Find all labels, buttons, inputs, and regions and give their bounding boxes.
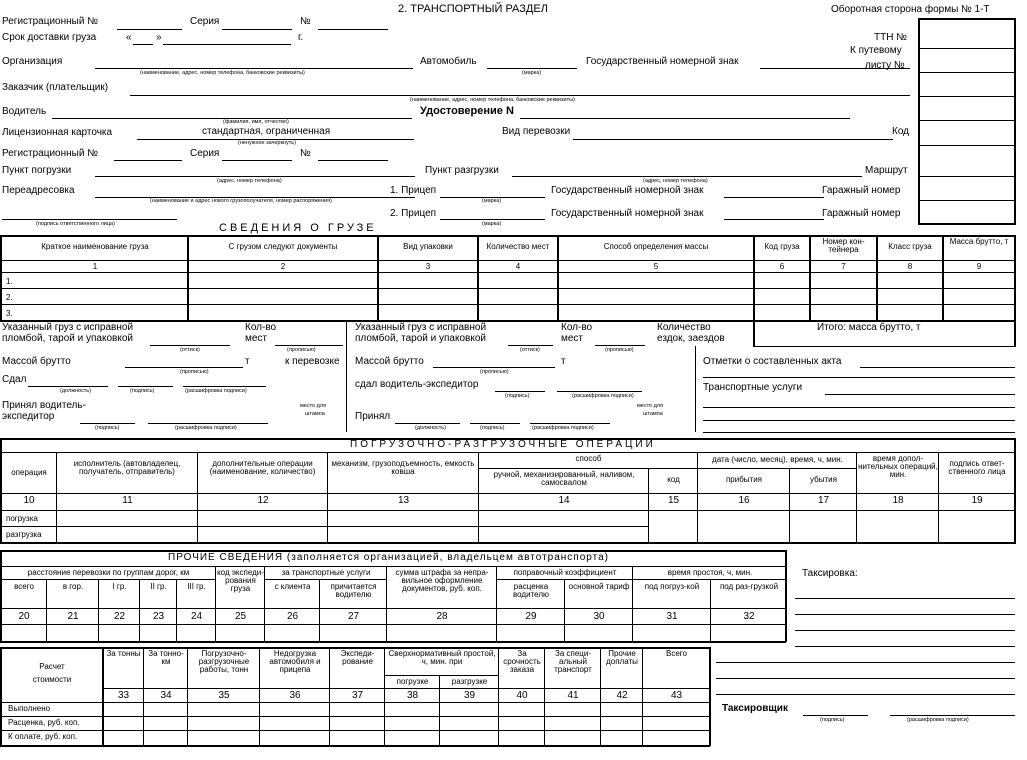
other-from-client: с клиента — [274, 582, 311, 591]
reg-no-field[interactable] — [117, 29, 182, 30]
other-idle: время простоя, ч, мин. — [667, 568, 753, 577]
year-label: г. — [298, 32, 304, 43]
taxation-label: Таксировка: — [802, 568, 858, 579]
trailer2-gos-no-field[interactable] — [724, 219, 824, 220]
ttn-label: ТТН № — [874, 32, 907, 43]
calc-row-pay: К оплате, руб. коп. — [8, 732, 78, 741]
other-dist: расстояние перевозки по группам дорог, км — [27, 568, 190, 577]
code-label: Код — [892, 126, 910, 137]
no-field-2[interactable] — [318, 160, 388, 161]
other-coef: поправочный коэффициент — [513, 568, 617, 577]
garage2-label: Гаражный номер — [822, 208, 901, 219]
deliver-l2: пломбой, тарой и упаковкой — [355, 333, 486, 344]
loading-address-hint: (адрес, номер телефона) — [217, 178, 282, 184]
accept-mass: Массой брутто — [2, 356, 71, 367]
calc-h-urgency: За срочность заказа — [503, 649, 541, 674]
deliver-words-hint: (прописью) — [605, 347, 634, 353]
taxator-label: Таксировщик — [722, 703, 788, 714]
trailer1-gos-no-field[interactable] — [724, 197, 824, 198]
no-label-2: № — [300, 148, 311, 159]
other-num: 31 — [666, 611, 678, 622]
lu-num: 16 — [738, 495, 750, 506]
taxator-decode-field[interactable] — [890, 715, 1015, 716]
calc-num: 43 — [670, 690, 683, 701]
deliver-accepted-decode-field[interactable] — [530, 423, 610, 424]
certificate-label: Удостоверение N — [420, 105, 514, 117]
other-under-unload: под раз-грузкой — [719, 582, 779, 591]
car-brand-hint: (марка) — [522, 70, 542, 76]
other-num: 20 — [18, 611, 30, 622]
calc-h-exped: Экспеди-рование — [340, 649, 375, 666]
calc-unloading: разгрузке — [451, 677, 488, 686]
car-label: Автомобиль — [420, 56, 477, 67]
cargo-num: 9 — [976, 262, 982, 271]
accept-sign-hint: (подпись) — [130, 388, 155, 394]
other-fine: сумма штрафа за непра-вильное оформление документов, руб. коп. — [395, 568, 489, 593]
waybill-label-2: листу № — [865, 60, 905, 71]
garage1-label: Гаражный номер — [822, 185, 901, 196]
other-code: код экспеди-рования груза — [217, 568, 264, 593]
deliver-sign-field[interactable] — [495, 391, 545, 392]
other-g2: II гр. — [150, 582, 167, 591]
deliver-sign-hint: (подпись) — [505, 393, 530, 399]
lu-mech: механизм, грузоподъемность, емкость ковша — [331, 459, 475, 476]
cargo-num: 3 — [425, 262, 431, 271]
accept-post-hint: (должность) — [60, 388, 91, 394]
deliver-stamp-place-2: штампа — [643, 411, 663, 417]
right-box-top — [918, 18, 1016, 20]
car-field[interactable] — [487, 68, 577, 69]
lu-arrival: прибытия — [725, 475, 763, 484]
accept-decode-field[interactable] — [183, 386, 266, 387]
deliver-mass: Массой брутто — [355, 356, 424, 367]
cargo-row-1: 1. — [6, 277, 13, 286]
deliver-stamp-field[interactable] — [508, 345, 553, 346]
cargo-num: 2 — [280, 262, 286, 271]
lu-num: 18 — [892, 495, 904, 506]
cargo-h8: Класс груза — [888, 242, 932, 251]
lu-num: 11 — [122, 495, 133, 506]
cargo-h4: Количество мест — [486, 242, 550, 251]
cargo-h5: Способ определения массы — [603, 242, 709, 251]
acts-field-2[interactable] — [703, 377, 1015, 378]
org-field[interactable] — [95, 68, 413, 69]
calc-h-special: За специ-альный транспорт — [554, 649, 592, 674]
cargo-h7: Номер кон-тейнера — [822, 237, 865, 254]
reg-no-field-2[interactable] — [114, 160, 182, 161]
deliver-places-field[interactable] — [595, 345, 645, 346]
accept-stamp-hint: (оттиск) — [180, 347, 200, 353]
lu-executor: исполнитель (автовладелец, получатель, отправитель) — [73, 459, 181, 476]
cargo-num: 4 — [515, 262, 521, 271]
acts-label: Отметки о составленных акта — [703, 356, 842, 367]
deliver-accepted-decode-hint: (расшифровка подписи) — [532, 425, 594, 431]
calc-loading: погрузке — [396, 677, 429, 686]
calc-label-2: стоимости — [32, 675, 72, 684]
other-num: 29 — [525, 611, 537, 622]
cargo-num: 8 — [907, 262, 913, 271]
deliver-accepted: Принял — [355, 411, 391, 422]
lu-num: 10 — [23, 495, 35, 506]
trailer1-label: 1. Прицеп — [390, 185, 437, 196]
accept-stamp-field[interactable] — [150, 345, 230, 346]
lu-extra: дополнительные операции (наименование, количество) — [209, 459, 316, 476]
delivery-label: Срок доставки груза — [2, 32, 97, 43]
other-wage: расценка водителю — [513, 582, 549, 599]
deliver-l1: Указанный груз с исправной — [355, 322, 487, 333]
unloading-point-label: Пункт разгрузки — [425, 165, 499, 176]
deliver-trips-2: ездок, заездов — [657, 333, 725, 344]
cargo-h2: С грузом следуют документы — [228, 242, 338, 251]
other-num: 24 — [190, 611, 203, 622]
other-city: в гор. — [62, 582, 84, 591]
accept-driver-sign-field[interactable] — [80, 423, 135, 424]
calc-h-underload: Недогрузка автомобиля и прицепа — [269, 649, 321, 674]
accept-driver-sign-hint: (подпись) — [95, 425, 120, 431]
lu-row-loading: погрузка — [6, 514, 38, 523]
other-total: всего — [14, 582, 34, 591]
customer-label: Заказчик (плательщик) — [2, 82, 109, 93]
no-field[interactable] — [318, 29, 388, 30]
loading-point-label: Пункт погрузки — [2, 165, 72, 176]
taxator-decode-hint: (расшифровка подписи) — [907, 717, 969, 723]
license-label: Лицензионная карточка — [2, 127, 113, 138]
services-label: Транспортные услуги — [703, 382, 803, 393]
calc-num: 40 — [516, 690, 528, 701]
transport-type-field[interactable] — [573, 139, 893, 140]
taxation-field-5[interactable] — [716, 662, 1015, 663]
taxation-field-3[interactable] — [795, 630, 1015, 631]
other-num: 21 — [67, 611, 79, 622]
series-field[interactable] — [222, 29, 292, 30]
trailer1-brand-hint: (марка) — [482, 198, 502, 204]
other-num: 25 — [234, 611, 247, 622]
trailer2-field[interactable] — [440, 219, 545, 220]
deliver-decode-hint: (расшифровка подписи) — [572, 393, 634, 399]
quote-close: » — [156, 32, 162, 43]
reg-no-label-2: Регистрационный № — [2, 148, 98, 159]
cargo-h6: Код груза — [764, 242, 800, 251]
deliver-handed: сдал водитель-экспедитор — [355, 379, 479, 390]
cargo-num: 7 — [841, 262, 846, 271]
driver-label: Водитель — [2, 106, 47, 117]
cargo-num: 6 — [779, 262, 785, 271]
calc-row-rate: Расценка, руб. коп. — [8, 718, 80, 727]
other-g1: I гр. — [112, 582, 127, 591]
trailer2-label: 2. Прицеп — [390, 208, 437, 219]
customer-field[interactable] — [130, 95, 910, 96]
taxation-field-1[interactable] — [795, 598, 1015, 599]
lu-operation: операция — [11, 468, 47, 477]
lu-num: 17 — [817, 495, 830, 506]
accept-stamp-place-2: штампа — [305, 411, 325, 417]
deliver-mass-field[interactable] — [433, 367, 555, 368]
gos-no-field[interactable] — [760, 68, 910, 69]
lu-method: способ — [575, 454, 602, 463]
unloading-address-hint: (адрес, номер телефона) — [643, 178, 708, 184]
deliver-mass-hint: (прописью) — [480, 369, 509, 375]
quote-open: « — [126, 32, 132, 43]
taxation-field-7[interactable] — [716, 694, 1015, 695]
delivery-day-field[interactable] — [133, 44, 153, 45]
accept-driver-1: Принял водитель- — [2, 400, 86, 411]
accept-places2: мест — [245, 333, 268, 344]
services-field[interactable] — [825, 394, 1015, 395]
acts-field[interactable] — [860, 367, 1015, 368]
deliver-post-hint: (должность) — [415, 425, 446, 431]
calc-num: 35 — [218, 690, 230, 701]
transport-type-label: Вид перевозки — [502, 126, 571, 137]
other-under-load: под погруз-кой — [644, 582, 700, 591]
taxation-field-6[interactable] — [716, 678, 1015, 679]
calc-h-lu: Погрузочно-разгрузочные работы, тонн — [198, 649, 250, 674]
cargo-h1: Краткое наименование груза — [41, 242, 149, 251]
services-field-2[interactable] — [703, 407, 1015, 408]
lu-extra-time: время допол-нительных операций, мин. — [858, 454, 938, 479]
lu-code: код — [667, 475, 680, 484]
accept-stamp-place: место для — [300, 403, 327, 409]
accept-driver-2: экспедитор — [2, 411, 55, 422]
other-num: 32 — [743, 611, 755, 622]
unloading-point-field[interactable] — [512, 176, 862, 177]
accept-decode-hint: (расшифровка подписи) — [185, 388, 247, 394]
calc-h-tonkm: За тонно-км — [148, 649, 184, 666]
accept-l2: пломбой, тарой и упаковкой — [2, 333, 133, 344]
deliver-stamp-hint: (оттиск) — [520, 347, 540, 353]
waybill-label: К путевому — [850, 45, 902, 56]
cargo-h9: Масса брутто, т — [949, 237, 1009, 246]
series-field-2[interactable] — [222, 160, 292, 161]
other-num: 27 — [347, 611, 360, 622]
other-g3: III гр. — [187, 582, 206, 591]
other-num: 30 — [593, 611, 605, 622]
route-label: Маршрут — [865, 165, 908, 176]
taxator-sign-field[interactable] — [803, 715, 868, 716]
readdress-label: Переадресовка — [2, 185, 75, 196]
calc-num: 33 — [117, 690, 130, 701]
form-reference: Оборотная сторона формы № 1-Т — [831, 4, 990, 15]
accept-mass-hint: (прописью) — [180, 369, 209, 375]
org-hint: (наименование, адрес, номер телефона, банковские реквизиты) — [140, 70, 305, 76]
calc-num: 39 — [463, 690, 476, 701]
cargo-h3: Вид упаковки — [403, 242, 453, 251]
lu-title: ПОГРУЗОЧНО-РАЗГРУЗОЧНЫЕ ОПЕРАЦИИ — [350, 439, 656, 450]
accept-driver-decode-field[interactable] — [148, 423, 268, 424]
deliver-accepted-sign-hint: (подпись) — [480, 425, 505, 431]
certificate-field[interactable] — [520, 118, 850, 119]
lu-num: 12 — [257, 495, 269, 506]
lu-row-unloading: разгрузка — [6, 530, 42, 539]
accept-words-hint: (прописью) — [287, 347, 316, 353]
services-field-4[interactable] — [703, 432, 1015, 433]
license-value: стандартная, ограниченная — [202, 126, 331, 137]
other-title: ПРОЧИЕ СВЕДЕНИЯ (заполняется организацией, владельцем автотранспорта) — [168, 552, 609, 563]
lu-num: 15 — [667, 495, 680, 506]
calc-num: 38 — [406, 690, 419, 701]
accept-to-carriage: к перевозке — [285, 356, 340, 367]
accept-l1: Указанный груз с исправной — [2, 322, 134, 333]
delivery-month-field[interactable] — [163, 44, 291, 45]
driver-hint: (фамилия, имя, отчество) — [223, 119, 289, 125]
taxation-field-4[interactable] — [795, 646, 1015, 647]
deliver-t: т — [561, 356, 566, 367]
trailer1-gos-no-label: Государственный номерной знак — [551, 185, 704, 196]
accept-sign-field[interactable] — [118, 386, 173, 387]
reg-no-label: Регистрационный № — [2, 16, 98, 27]
other-services: за транспортные услуги — [281, 568, 371, 577]
lu-num: 13 — [397, 495, 410, 506]
deliver-accepted-sign-field[interactable] — [470, 423, 520, 424]
calc-h-total: Всего — [666, 649, 687, 658]
other-num: 28 — [436, 611, 448, 622]
lu-departure: убытия — [810, 475, 837, 484]
accept-post-field[interactable] — [28, 386, 108, 387]
taxator-sign-hint: (подпись) — [820, 717, 845, 723]
deliver-trips: Количество — [657, 322, 711, 333]
deliver-decode-field[interactable] — [557, 391, 642, 392]
deliver-places2: мест — [561, 333, 584, 344]
org-label: Организация — [2, 56, 63, 67]
license-hint: (ненужное зачеркнуть) — [238, 140, 296, 146]
series-label: Серия — [190, 16, 220, 27]
total-mass-label: Итого: масса брутто, т — [817, 322, 921, 333]
accept-places-field[interactable] — [275, 345, 343, 346]
loading-point-field[interactable] — [95, 176, 415, 177]
cargo-title: СВЕДЕНИЯ О ГРУЗЕ — [219, 222, 377, 234]
cargo-row-2: 2. — [6, 293, 13, 302]
form-title: 2. ТРАНСПОРТНЫЙ РАЗДЕЛ — [398, 3, 548, 15]
other-num: 26 — [286, 611, 299, 622]
services-field-3[interactable] — [703, 420, 1015, 421]
customer-hint: (наименование, адрес, номер телефона, банковские реквизиты) — [410, 97, 575, 103]
accept-places: Кол-во — [245, 322, 277, 333]
cargo-row-3: 3. — [6, 309, 13, 318]
calc-h-tons: За тонны — [106, 649, 141, 658]
readdress-hint: (наименование и адрес нового грузополучателя, номер распоряжения) — [150, 198, 332, 204]
accept-driver-decode-hint: (расшифровка подписи) — [175, 425, 237, 431]
responsible-sign-field[interactable] — [2, 219, 177, 220]
responsible-sign-hint: (подпись ответственного лица) — [36, 221, 115, 227]
gos-no-label: Государственный номерной знак — [586, 56, 739, 67]
lu-dt: дата (число, месяц), время, ч, мин. — [712, 455, 843, 464]
accept-mass-field[interactable] — [125, 367, 243, 368]
trailer2-brand-hint: (марка) — [482, 221, 502, 227]
deliver-stamp-place: место для — [637, 403, 664, 409]
cargo-num: 1 — [92, 262, 98, 271]
other-due-driver: причитается водителю — [330, 582, 377, 599]
no-label: № — [300, 16, 311, 27]
accept-handed: Сдал — [2, 374, 27, 385]
trailer2-gos-no-label: Государственный номерной знак — [551, 208, 704, 219]
calc-num: 34 — [160, 690, 172, 701]
calc-row-done: Выполнено — [8, 704, 51, 713]
calc-num: 41 — [567, 690, 579, 701]
taxation-field-2[interactable] — [795, 614, 1015, 615]
other-num: 23 — [152, 611, 165, 622]
accept-t: т — [245, 356, 250, 367]
other-base: основной тариф — [568, 582, 630, 591]
lu-num: 19 — [971, 495, 983, 506]
cargo-num: 5 — [653, 262, 659, 271]
deliver-accepted-post-field[interactable] — [395, 423, 460, 424]
series-label-2: Серия — [190, 148, 220, 159]
calc-num: 42 — [616, 690, 628, 701]
lu-num: 14 — [558, 495, 570, 506]
other-num: 22 — [113, 611, 126, 622]
lu-manual: ручной, механизированный, наливом, самосвалом — [493, 470, 635, 487]
calc-h-idle: Сверхнормативный простой, ч, мин. при — [388, 649, 496, 666]
calc-num: 37 — [351, 690, 364, 701]
lu-sign: подпись ответ-ственного лица — [948, 459, 1006, 476]
calc-h-other: Прочие доплаты — [606, 649, 638, 666]
calc-num: 36 — [289, 690, 301, 701]
deliver-places: Кол-во — [561, 322, 593, 333]
calc-label: Расчет — [39, 662, 65, 671]
